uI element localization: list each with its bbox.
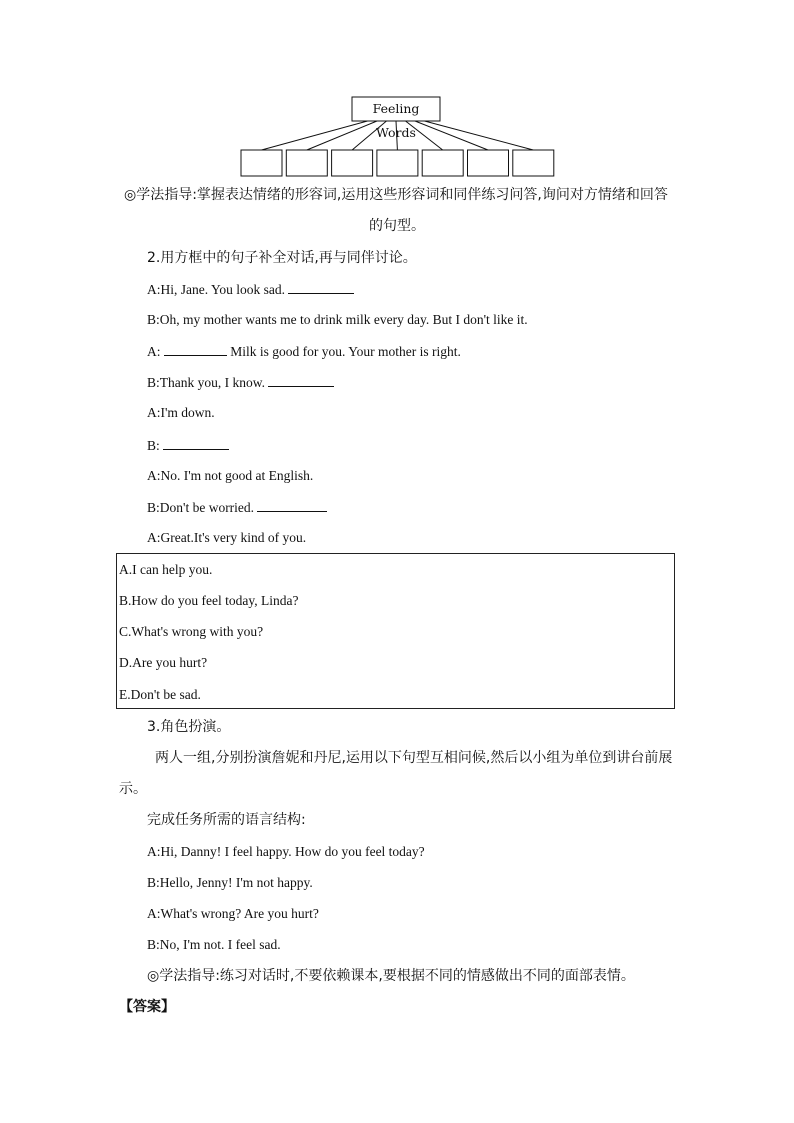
feeling-word-box[interactable] — [468, 150, 509, 176]
dialogue-line-8 — [147, 497, 327, 518]
feeling-word-box[interactable] — [422, 150, 463, 176]
answer-blank[interactable] — [257, 497, 327, 512]
speaker-label: A: — [147, 344, 164, 359]
answer-blank[interactable] — [288, 279, 354, 294]
branch-line — [425, 121, 534, 150]
dialogue-text: I'm down. — [160, 405, 215, 420]
option-c: C.What's wrong with you? — [119, 624, 264, 639]
task2-heading: 2.用方框中的句子补全对话,再与同伴讨论。 — [147, 250, 417, 266]
answer-blank[interactable] — [164, 341, 227, 356]
speaker-label: B: — [147, 438, 164, 453]
dialogue-text: Thank you, I know. — [159, 375, 269, 390]
study-tip-line1: ◎学法指导:掌握表达情绪的形容词,运用这些形容词和同伴练习问答,询问对方情绪和回答 — [124, 187, 668, 203]
structure-label: 完成任务所需的语言结构: — [147, 812, 306, 828]
dialogue-text: Milk is good for you. Your mother is right. — [226, 344, 461, 359]
feeling-word-box[interactable] — [377, 150, 418, 176]
feeling-word-box[interactable] — [513, 150, 554, 176]
task3-paragraph-line2: 示。 — [119, 781, 147, 797]
speaker-label: B: — [147, 312, 160, 327]
branch-line — [262, 121, 368, 150]
structure-line-2: B:Hello, Jenny! I'm not happy. — [147, 875, 313, 890]
structure-line-3: A:What's wrong? Are you hurt? — [147, 906, 319, 921]
option-b: B.How do you feel today, Linda? — [119, 593, 299, 608]
speaker-label: A: — [147, 530, 161, 545]
branch-line — [307, 121, 377, 150]
option-a: A.I can help you. — [119, 562, 213, 577]
dialogue-text: No. I'm not good at English. — [160, 468, 314, 483]
speaker-label: A: — [147, 468, 161, 483]
dialogue-line-3 — [147, 341, 461, 362]
dialogue-line-2 — [147, 310, 528, 330]
structure-line-1: A:Hi, Danny! I feel happy. How do you feel today? — [147, 844, 425, 859]
speaker-label: A: — [147, 405, 161, 420]
dialogue-text: Don't be worried. — [159, 500, 258, 515]
study-tip-line2: 的句型。 — [369, 218, 425, 234]
answer-heading: 【答案】 — [119, 999, 175, 1015]
answer-blank[interactable] — [163, 435, 229, 450]
dialogue-line-7 — [147, 466, 313, 486]
feeling-words-diagram — [0, 0, 794, 185]
structure-line-4: B:No, I'm not. I feel sad. — [147, 937, 281, 952]
diagram-lines — [0, 0, 794, 185]
option-d: D.Are you hurt? — [119, 655, 208, 670]
dialogue-text: Oh, my mother wants me to drink milk every day. But I don't like it. — [159, 312, 528, 327]
feeling-word-box[interactable] — [241, 150, 282, 176]
dialogue-text: Great.It's very kind of you. — [160, 530, 307, 545]
diagram-root-label: Feeling Words — [372, 101, 420, 140]
dialogue-text: Hi, Jane. You look sad. — [160, 282, 289, 297]
dialogue-line-1 — [147, 279, 354, 300]
task3-paragraph-line1: 两人一组,分别扮演詹妮和丹尼,运用以下句型互相问候,然后以小组为单位到讲台前展 — [155, 750, 673, 766]
task3-heading: 3.角色扮演。 — [147, 719, 231, 735]
dialogue-line-9 — [147, 528, 306, 548]
dialogue-line-5 — [147, 403, 215, 423]
feeling-word-box[interactable] — [332, 150, 373, 176]
dialogue-line-6 — [147, 435, 229, 456]
option-e: E.Don't be sad. — [119, 687, 201, 702]
speaker-label: A: — [147, 282, 161, 297]
answer-blank[interactable] — [268, 372, 334, 387]
feeling-word-box[interactable] — [286, 150, 327, 176]
speaker-label: B: — [147, 500, 160, 515]
dialogue-line-4 — [147, 372, 334, 393]
speaker-label: B: — [147, 375, 160, 390]
study-tip-2: ◎学法指导:练习对话时,不要依赖课本,要根据不同的情感做出不同的面部表情。 — [147, 968, 635, 984]
leaf-boxes — [241, 150, 554, 176]
